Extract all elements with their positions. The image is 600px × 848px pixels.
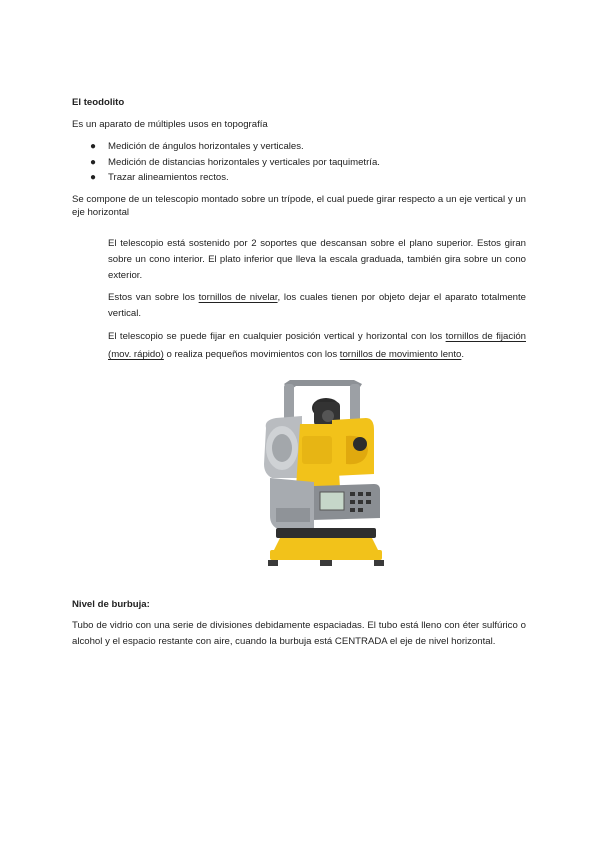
detail-item-3-pre: El telescopio se puede fijar en cualquier posición vertical y horizontal con los (108, 331, 446, 342)
bullet-dot-icon: ● (90, 157, 97, 168)
list-item: Medición de ángulos horizontales y verticales. (108, 141, 304, 152)
list-item: Trazar alineamientos rectos. (108, 172, 229, 183)
bullet-dot-icon: ● (90, 172, 97, 183)
section-title-teodolito: El teodolito (72, 97, 125, 108)
bullet-dot-icon: ● (90, 141, 97, 152)
detail-item-1: El telescopio está sostenido por 2 soportes que descansan sobre el plano superior. Estos giran sobre un cono interior. El plato inferior que lleva la escala graduada, también gira sobre un cono exterior. (108, 238, 526, 281)
nivel-burbuja-paragraph: Tubo de vidrio con una serie de divisiones debidamente espaciadas. El tubo está lleno con éter sulfúrico o alcohol y el espacio restante con aire, cuando la burbuja está CENTRADA el eje de nivel horizontal. (72, 620, 526, 647)
detail-item-2-post: , los cuales tienen por objeto dejar el aparato totalmente vertical. (108, 292, 527, 319)
theodolite-illustration (262, 378, 392, 568)
tornillos-nivelar-term: tornillos de nivelar (198, 292, 278, 303)
description-paragraph: Se compone de un telescopio montado sobre un trípode, el cual puede girar respecto a un eje vertical y un eje horizontal (72, 194, 526, 218)
detail-item-3 (108, 328, 526, 364)
section-title-nivel-burbuja: Nivel de burbuja: (72, 599, 150, 610)
detail-item-3-mid: o realiza pequeños movimientos con los (163, 349, 340, 360)
detail-item-3-post: . (461, 349, 465, 360)
list-item: Medición de distancias horizontales y verticales por taquimetría. (108, 157, 380, 168)
tornillos-fijacion-term: tornillos de fijación (mov. rápido) (108, 331, 526, 360)
intro-text: Es un aparato de múltiples usos en topografía (72, 119, 268, 130)
theodolite-image (262, 378, 392, 568)
detail-item-2-pre: Estos van sobre los (108, 292, 199, 303)
tornillos-movimiento-lento-term: tornillos de movimiento lento (339, 349, 462, 360)
detail-item-2 (108, 290, 526, 322)
